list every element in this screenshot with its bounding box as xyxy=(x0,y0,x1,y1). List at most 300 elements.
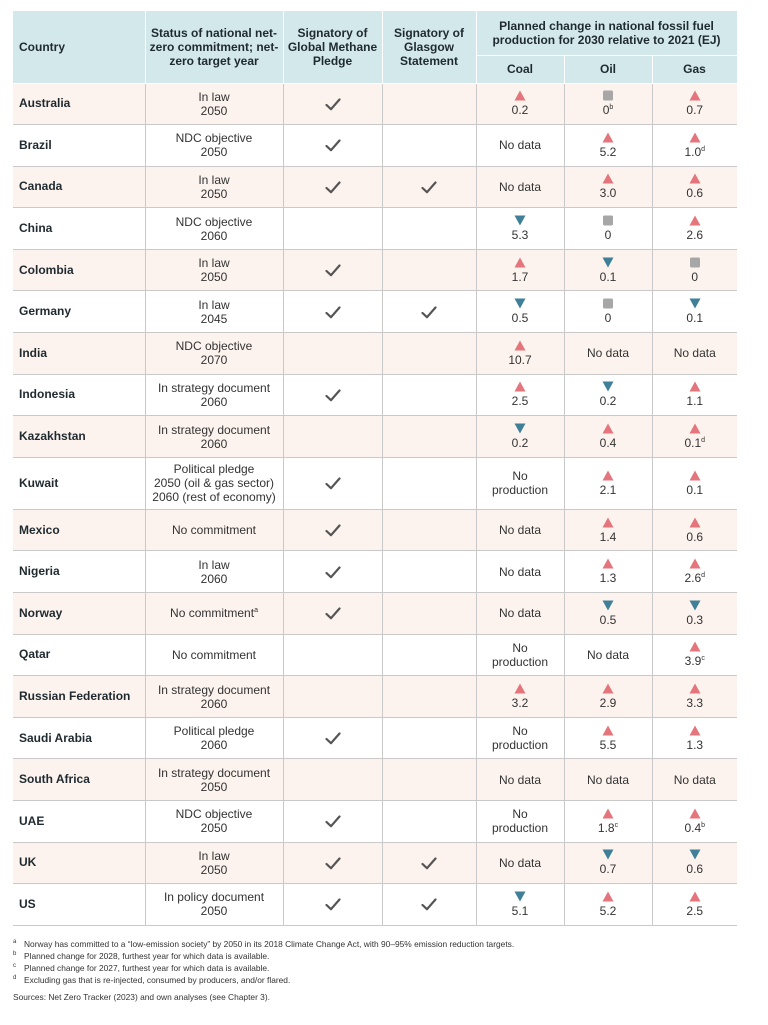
status-line: 2050 xyxy=(200,862,228,877)
glasgow-pledge-cell xyxy=(382,333,476,375)
footnote xyxy=(13,974,743,986)
oil-value: 1.8$^c$ xyxy=(597,820,619,835)
coal-change-cell xyxy=(476,551,564,593)
net-zero-status-cell xyxy=(145,125,283,167)
net-zero-status-cell xyxy=(145,374,283,416)
increase-triangle-icon xyxy=(602,173,614,184)
methane-pledge-cell xyxy=(283,634,382,676)
status-line: No commitment$^a$ xyxy=(170,606,258,621)
footnote-mark: a xyxy=(13,939,17,945)
net-zero-status-cell xyxy=(145,759,283,801)
checkmark-icon xyxy=(325,566,341,579)
footnote-mark: c xyxy=(13,963,16,969)
coal-status-text: No data xyxy=(498,523,542,538)
gas-value: 0.6 xyxy=(686,862,704,877)
increase-triangle-icon xyxy=(514,257,526,268)
status-line: 2060 xyxy=(200,696,228,711)
country-cell: Brazil xyxy=(13,125,145,167)
oil-change-cell xyxy=(564,717,652,759)
oil-status-text: No data xyxy=(586,772,630,787)
coal-change-cell xyxy=(476,509,564,551)
status-line: 2050 xyxy=(200,103,228,118)
gas-change-cell xyxy=(652,249,737,291)
increase-triangle-icon xyxy=(602,558,614,569)
glasgow-pledge-cell xyxy=(382,249,476,291)
coal-change-cell xyxy=(476,801,564,843)
table-row xyxy=(13,842,737,884)
coal-change-cell xyxy=(476,249,564,291)
checkmark-icon xyxy=(325,264,341,277)
no-change-square-icon xyxy=(602,215,614,226)
gas-value: 2.5 xyxy=(686,903,704,918)
no-change-square-icon xyxy=(602,298,614,309)
coal-status-text: production xyxy=(491,738,549,753)
gas-value: 1.3 xyxy=(686,737,704,752)
status-line: In law xyxy=(198,848,230,863)
decrease-triangle-icon xyxy=(689,849,701,860)
gas-change-cell xyxy=(652,884,737,926)
country-cell: India xyxy=(13,333,145,375)
oil-change-cell xyxy=(564,842,652,884)
footnote-mark: c xyxy=(614,821,619,829)
coal-status-text: No data xyxy=(498,606,542,621)
country-cell: UK xyxy=(13,842,145,884)
oil-value: 0.5 xyxy=(599,612,617,627)
increase-triangle-icon xyxy=(689,891,701,902)
net-zero-status-cell xyxy=(145,717,283,759)
increase-triangle-icon xyxy=(514,90,526,101)
country-cell: Kazakhstan xyxy=(13,416,145,458)
gas-value: 0 xyxy=(691,269,699,284)
net-zero-status-cell xyxy=(145,457,283,509)
footnote-mark: d xyxy=(13,975,17,981)
country-cell: South Africa xyxy=(13,759,145,801)
net-zero-status-cell xyxy=(145,83,283,125)
status-line: NDC objective xyxy=(175,339,253,354)
footnote-text: Planned change for 2027, furthest year for which data is available. xyxy=(24,963,270,973)
header-oil: Oil xyxy=(564,55,652,83)
status-line: In law xyxy=(198,557,230,572)
increase-triangle-icon xyxy=(689,558,701,569)
glasgow-pledge-cell xyxy=(382,125,476,167)
country-cell: Germany xyxy=(13,291,145,333)
methane-pledge-cell xyxy=(283,509,382,551)
decrease-triangle-icon xyxy=(689,600,701,611)
net-zero-status-cell xyxy=(145,884,283,926)
glasgow-pledge-cell xyxy=(382,509,476,551)
gas-value: 0.7 xyxy=(686,103,704,118)
table-row xyxy=(13,83,737,125)
footnote-mark: d xyxy=(701,572,706,580)
glasgow-pledge-cell xyxy=(382,593,476,635)
gas-status-text: No data xyxy=(673,772,716,787)
increase-triangle-icon xyxy=(689,470,701,481)
increase-triangle-icon xyxy=(689,725,701,736)
glasgow-pledge-cell xyxy=(382,634,476,676)
coal-change-cell xyxy=(476,842,564,884)
coal-value: 0.5 xyxy=(511,311,529,326)
coal-change-cell xyxy=(476,125,564,167)
methane-pledge-cell xyxy=(283,759,382,801)
header-country: Country xyxy=(13,11,145,83)
coal-change-cell xyxy=(476,166,564,208)
table-row xyxy=(13,509,737,551)
country-cell: US xyxy=(13,884,145,926)
coal-value: 3.2 xyxy=(511,696,529,711)
oil-change-cell xyxy=(564,416,652,458)
gas-value: 2.6 xyxy=(686,228,704,243)
methane-pledge-cell xyxy=(283,416,382,458)
footnote-mark: d xyxy=(701,437,706,445)
increase-triangle-icon xyxy=(689,215,701,226)
country-cell: Norway xyxy=(13,593,145,635)
decrease-triangle-icon xyxy=(514,215,526,226)
gas-change-cell xyxy=(652,166,737,208)
coal-change-cell xyxy=(476,717,564,759)
status-line: In law xyxy=(198,89,230,104)
increase-triangle-icon xyxy=(689,173,701,184)
table-row xyxy=(13,884,737,926)
gas-change-cell xyxy=(652,593,737,635)
status-line: NDC objective xyxy=(175,214,253,229)
increase-triangle-icon xyxy=(602,891,614,902)
status-line: 2070 xyxy=(200,353,228,368)
checkmark-icon xyxy=(325,898,341,911)
net-zero-status-cell xyxy=(145,166,283,208)
gas-value: 0.4$^b$ xyxy=(684,820,706,835)
gas-value: 0.3 xyxy=(686,612,704,627)
gas-value: 0.1 xyxy=(686,311,704,326)
oil-change-cell xyxy=(564,759,652,801)
status-line: 2050 xyxy=(200,270,228,285)
coal-value: 0.2 xyxy=(511,436,529,451)
status-line: 2050 xyxy=(200,779,228,794)
methane-pledge-cell xyxy=(283,842,382,884)
gas-change-cell xyxy=(652,842,737,884)
coal-change-cell xyxy=(476,676,564,718)
coal-status-text: No data xyxy=(498,772,542,787)
gas-value: 2.6$^d$ xyxy=(684,571,706,586)
country-cell: Australia xyxy=(13,83,145,125)
net-zero-status-cell xyxy=(145,551,283,593)
header-gas: Gas xyxy=(652,55,737,83)
table-row xyxy=(13,759,737,801)
oil-change-cell xyxy=(564,884,652,926)
status-line: In policy document xyxy=(163,890,265,905)
gas-change-cell xyxy=(652,208,737,250)
glasgow-pledge-cell xyxy=(382,801,476,843)
oil-value: 0.2 xyxy=(599,394,617,409)
checkmark-icon xyxy=(421,306,437,319)
status-line: In strategy document xyxy=(157,682,271,697)
country-cell: Canada xyxy=(13,166,145,208)
country-cell: Saudi Arabia xyxy=(13,717,145,759)
header-methane: Signatory of Global Methane Pledge xyxy=(283,11,382,83)
status-line: In law xyxy=(198,256,230,271)
methane-pledge-cell xyxy=(283,208,382,250)
methane-pledge-cell xyxy=(283,551,382,593)
table-header xyxy=(13,11,737,83)
increase-triangle-icon xyxy=(689,132,701,143)
oil-value: 0 xyxy=(604,228,612,243)
glasgow-pledge-cell xyxy=(382,83,476,125)
country-cell: Kuwait xyxy=(13,457,145,509)
glasgow-pledge-cell xyxy=(382,842,476,884)
coal-status-text: No data xyxy=(498,855,542,870)
oil-value: 0$^b$ xyxy=(602,103,614,118)
coal-change-cell xyxy=(476,83,564,125)
checkmark-icon xyxy=(325,732,341,745)
net-zero-status-cell xyxy=(145,208,283,250)
coal-status-text: No xyxy=(512,724,528,739)
checkmark-icon xyxy=(421,181,437,194)
glasgow-pledge-cell xyxy=(382,166,476,208)
increase-triangle-icon xyxy=(602,683,614,694)
gas-change-cell xyxy=(652,801,737,843)
oil-status-text: No data xyxy=(586,346,630,361)
increase-triangle-icon xyxy=(602,470,614,481)
status-line: 2060 xyxy=(200,738,228,753)
checkmark-icon xyxy=(325,524,341,537)
fossil-fuel-table xyxy=(13,11,738,926)
net-zero-status-cell xyxy=(145,249,283,291)
oil-value: 5.2 xyxy=(599,144,617,159)
glasgow-pledge-cell xyxy=(382,416,476,458)
coal-value: 10.7 xyxy=(508,352,532,367)
methane-pledge-cell xyxy=(283,801,382,843)
gas-value: 0.6 xyxy=(686,186,704,201)
country-cell: Russian Federation xyxy=(13,676,145,718)
gas-change-cell xyxy=(652,125,737,167)
table-row xyxy=(13,208,737,250)
oil-value: 1.4 xyxy=(599,529,617,544)
oil-change-cell xyxy=(564,333,652,375)
status-line: No commitment xyxy=(171,523,257,538)
country-cell: UAE xyxy=(13,801,145,843)
glasgow-pledge-cell xyxy=(382,291,476,333)
coal-status-text: production xyxy=(491,654,549,669)
decrease-triangle-icon xyxy=(514,891,526,902)
footnote xyxy=(13,962,743,974)
oil-change-cell xyxy=(564,509,652,551)
gas-value: 0.1 xyxy=(686,482,704,497)
oil-change-cell xyxy=(564,801,652,843)
gas-change-cell xyxy=(652,717,737,759)
coal-change-cell xyxy=(476,291,564,333)
oil-change-cell xyxy=(564,249,652,291)
status-line: Political pledge xyxy=(173,724,255,739)
country-cell: Mexico xyxy=(13,509,145,551)
gas-change-cell xyxy=(652,634,737,676)
gas-value: 1.0$^d$ xyxy=(684,144,706,159)
gas-change-cell xyxy=(652,759,737,801)
status-line: 2060 xyxy=(200,228,228,243)
oil-change-cell xyxy=(564,634,652,676)
coal-value: 2.5 xyxy=(511,394,529,409)
table-row xyxy=(13,374,737,416)
increase-triangle-icon xyxy=(689,517,701,528)
footnote-text: Excluding gas that is re-injected, consumed by producers, and/or flared. xyxy=(24,975,291,985)
increase-triangle-icon xyxy=(602,808,614,819)
gas-change-cell xyxy=(652,416,737,458)
methane-pledge-cell xyxy=(283,374,382,416)
status-line: In strategy document xyxy=(157,380,271,395)
status-line: NDC objective xyxy=(175,131,253,146)
status-line: 2060 xyxy=(200,571,228,586)
oil-change-cell xyxy=(564,291,652,333)
coal-value: 1.7 xyxy=(511,269,529,284)
coal-value: 0.2 xyxy=(511,103,529,118)
methane-pledge-cell xyxy=(283,291,382,333)
table-row xyxy=(13,676,737,718)
methane-pledge-cell xyxy=(283,593,382,635)
gas-value: 3.3 xyxy=(686,696,704,711)
sources-note: Sources: Net Zero Tracker (2023) and own analyses (see Chapter 3). xyxy=(13,992,270,1002)
table-row xyxy=(13,593,737,635)
coal-change-cell xyxy=(476,884,564,926)
increase-triangle-icon xyxy=(689,423,701,434)
checkmark-icon xyxy=(325,306,341,319)
increase-triangle-icon xyxy=(689,683,701,694)
status-line: No commitment xyxy=(171,647,257,662)
header-planned-change: Planned change in national fossil fuel production for 2030 relative to 2021 (EJ) xyxy=(476,11,737,55)
net-zero-status-cell xyxy=(145,634,283,676)
checkmark-icon xyxy=(325,181,341,194)
status-line: In law xyxy=(198,297,230,312)
gas-change-cell xyxy=(652,509,737,551)
oil-value: 5.5 xyxy=(599,737,617,752)
increase-triangle-icon xyxy=(689,90,701,101)
decrease-triangle-icon xyxy=(602,381,614,392)
status-line: 2060 xyxy=(200,394,228,409)
glasgow-pledge-cell xyxy=(382,717,476,759)
decrease-triangle-icon xyxy=(514,298,526,309)
table-row xyxy=(13,125,737,167)
glasgow-pledge-cell xyxy=(382,759,476,801)
coal-change-cell xyxy=(476,208,564,250)
status-line: NDC objective xyxy=(175,807,253,822)
table-row xyxy=(13,166,737,208)
checkmark-icon xyxy=(325,477,341,490)
checkmark-icon xyxy=(325,98,341,111)
glasgow-pledge-cell xyxy=(382,374,476,416)
oil-change-cell xyxy=(564,457,652,509)
header-glasgow: Signatory of Glasgow Statement xyxy=(382,11,476,83)
coal-status-text: No data xyxy=(498,564,542,579)
net-zero-status-cell xyxy=(145,801,283,843)
header-coal: Coal xyxy=(476,55,564,83)
methane-pledge-cell xyxy=(283,125,382,167)
status-line: In strategy document xyxy=(157,765,271,780)
glasgow-pledge-cell xyxy=(382,884,476,926)
decrease-triangle-icon xyxy=(602,600,614,611)
oil-change-cell xyxy=(564,551,652,593)
oil-change-cell xyxy=(564,125,652,167)
net-zero-status-cell xyxy=(145,333,283,375)
coal-change-cell xyxy=(476,374,564,416)
oil-change-cell xyxy=(564,374,652,416)
gas-value: 0.1$^d$ xyxy=(684,436,706,451)
footnotes xyxy=(13,938,743,1003)
footnote xyxy=(13,950,743,962)
net-zero-status-cell xyxy=(145,416,283,458)
coal-change-cell xyxy=(476,333,564,375)
coal-change-cell xyxy=(476,634,564,676)
footnote-mark: b xyxy=(701,821,706,829)
coal-change-cell xyxy=(476,759,564,801)
oil-value: 3.0 xyxy=(599,186,617,201)
status-line: 2045 xyxy=(200,311,228,326)
gas-change-cell xyxy=(652,551,737,593)
gas-change-cell xyxy=(652,676,737,718)
coal-status-text: production xyxy=(491,821,549,836)
increase-triangle-icon xyxy=(689,381,701,392)
gas-value: 0.6 xyxy=(686,529,704,544)
country-cell: Indonesia xyxy=(13,374,145,416)
checkmark-icon xyxy=(421,898,437,911)
footnote xyxy=(13,938,743,950)
increase-triangle-icon xyxy=(602,725,614,736)
coal-value: 5.1 xyxy=(511,903,529,918)
oil-change-cell xyxy=(564,676,652,718)
coal-status-text: No data xyxy=(498,138,542,153)
checkmark-icon xyxy=(325,389,341,402)
increase-triangle-icon xyxy=(514,683,526,694)
net-zero-status-cell xyxy=(145,509,283,551)
decrease-triangle-icon xyxy=(514,423,526,434)
increase-triangle-icon xyxy=(514,381,526,392)
gas-change-cell xyxy=(652,83,737,125)
footnote-text: Norway has committed to a “low-emission society” by 2050 in its 2018 Climate Change Act, with 90–95% emission reduction targets. xyxy=(24,939,515,949)
coal-value: 5.3 xyxy=(511,228,529,243)
gas-change-cell xyxy=(652,291,737,333)
glasgow-pledge-cell xyxy=(382,457,476,509)
table-row xyxy=(13,551,737,593)
footnote-text: Planned change for 2028, furthest year for which data is available. xyxy=(24,951,270,961)
methane-pledge-cell xyxy=(283,333,382,375)
glasgow-pledge-cell xyxy=(382,551,476,593)
methane-pledge-cell xyxy=(283,83,382,125)
decrease-triangle-icon xyxy=(602,849,614,860)
table-row xyxy=(13,249,737,291)
coal-status-text: No xyxy=(512,469,528,484)
methane-pledge-cell xyxy=(283,457,382,509)
header-status: Status of national net-zero commitment; net-zero target year xyxy=(145,11,283,83)
country-cell: Qatar xyxy=(13,634,145,676)
status-line: 2060 (rest of economy) xyxy=(152,490,276,505)
status-line: Political pledge xyxy=(173,462,255,477)
status-line: In law xyxy=(198,172,230,187)
status-line: 2050 xyxy=(200,145,228,160)
table-body xyxy=(13,83,737,925)
coal-status-text: No xyxy=(512,640,528,655)
country-cell: Nigeria xyxy=(13,551,145,593)
status-line: 2060 xyxy=(200,436,228,451)
coal-status-text: No xyxy=(512,807,528,822)
checkmark-icon xyxy=(325,607,341,620)
status-line: 2050 xyxy=(200,186,228,201)
coal-change-cell xyxy=(476,593,564,635)
footnote-mark: c xyxy=(701,655,705,663)
gas-value: 1.1 xyxy=(686,394,704,409)
oil-value: 2.1 xyxy=(599,482,617,497)
checkmark-icon xyxy=(325,815,341,828)
increase-triangle-icon xyxy=(514,340,526,351)
oil-status-text: No data xyxy=(586,647,630,662)
table-container xyxy=(13,11,737,926)
increase-triangle-icon xyxy=(689,808,701,819)
no-change-square-icon xyxy=(602,90,614,101)
